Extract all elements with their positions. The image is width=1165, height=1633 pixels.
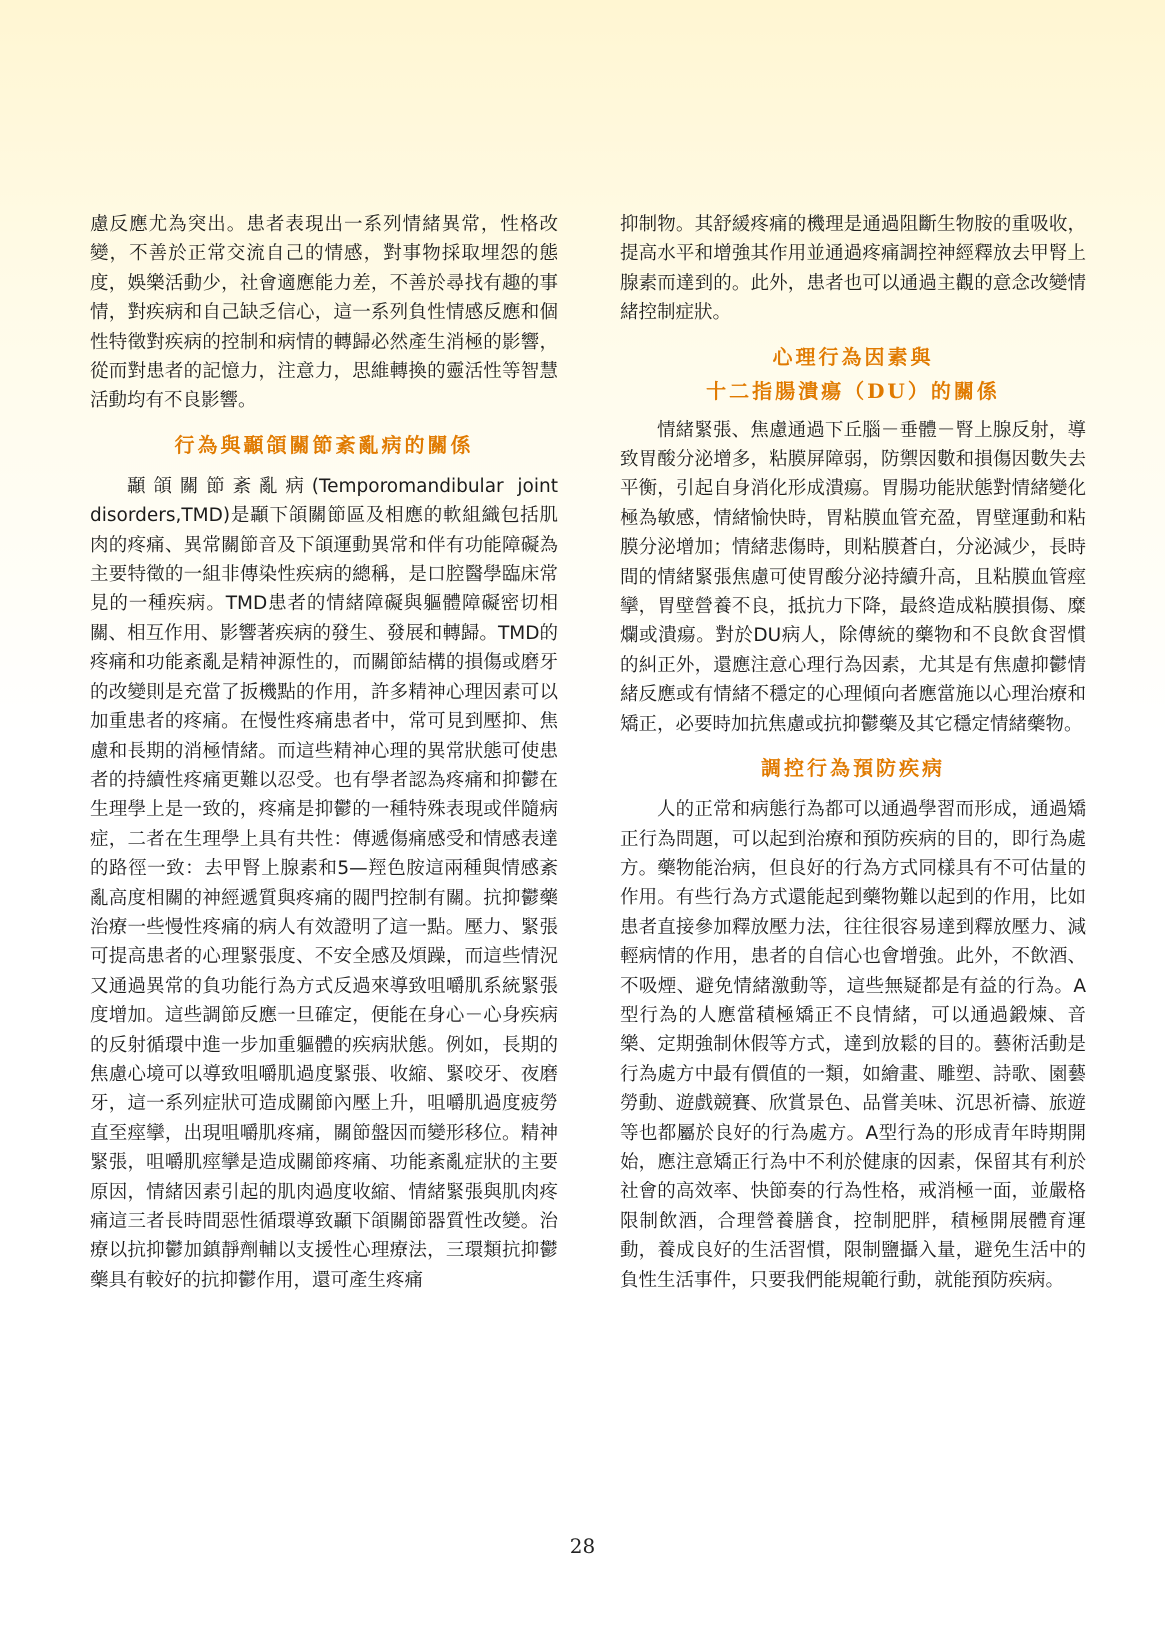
- left-column: [90, 210, 558, 1295]
- right-column: [620, 210, 1086, 1295]
- paragraph-tmd: 顳頜關節紊亂病(Temporomandibular joint disorders,TMD)是顳下頜關節區及相應的軟組織包括肌肉的疼痛、異常關節音及下頜運動異常和伴有功能障礙為主要特徵的一組非傳染性疾病的總稱，是口腔醫學臨床常見的一種疾病。TMD患者的情緒障礙與軀體障礙密切相關、相互作用、影響著疾病的發生、發展和轉歸。TMD的疼痛和功能紊亂是精神源性的，而關節結構的損傷或磨牙的改變則是充當了扳機點的作用，許多精神心理因素可以加重患者的疼痛。在慢性疼痛患者中，常可見到壓抑、焦慮和長期的消極情緒。而這些精神心理的異常狀態可使患者的持續性疼痛更難以忍受。也有學者認為疼痛和抑鬱在生理學上是一致的，疼痛是抑鬱的一種特殊表現或伴隨病症，二者在生理學上具有共性：傳遞傷痛感受和情感表達的路徑一致：去甲腎上腺素和5—羥色胺這兩種與情感紊亂高度相關的神經遞質與疼痛的閥門控制有關。抗抑鬱藥治療一些慢性疼痛的病人有效證明了這一點。壓力、緊張可提高患者的心理緊張度、不安全感及煩躁，而這些情況又通過異常的負功能行為方式反過來導致咀嚼肌系統緊張度增加。這些調節反應一旦確定，便能在身心－心身疾病的反射循環中進一步加重軀體的疾病狀態。例如，長期的焦慮心境可以導致咀嚼肌過度緊張、收縮、緊咬牙、夜磨牙，這一系列症狀可造成關節內壓上升，咀嚼肌過度疲勞直至痙攣，出現咀嚼肌疼痛，關節盤因而變形移位。精神緊張，咀嚼肌痙攣是造成關節疼痛、功能紊亂症狀的主要原因，情緒因素引起的肌肉過度收縮、情緒緊張與肌肉疼痛這三者長時間惡性循環導致顳下頜關節器質性改變。治療以抗抑鬱加鎮靜劑輔以支援性心理療法，三環類抗抑鬱藥具有較好的抗抑鬱作用，還可產生疼痛: [90, 475, 558, 1291]
- paragraph-intro: 慮反應尤為突出。患者表現出一系列情緒異常，性格改變，不善於正常交流自己的情感，對事物採取埋怨的態度，娛樂活動少，社會適應能力差，不善於尋找有趣的事情，對疾病和自己缺乏信心，這一系列負性情感反應和個性特徵對疾病的控制和病情的轉歸必然產生消極的影響，從而對患者的記憶力，注意力，思維轉換的靈活性等智慧活動均有不良影響。: [90, 214, 558, 412]
- heading-du: [620, 340, 1086, 408]
- heading-prevent: 調控行為預防疾病: [761, 756, 945, 781]
- paragraph-du: 情緒緊張、焦慮通過下丘腦－垂體－腎上腺反射，導致胃酸分泌增多，粘膜屏障弱，防禦因數和損傷因數失去平衡，引起自身消化形成潰瘍。胃腸功能狀態對情緒變化極為敏感，情緒愉快時，胃粘膜血管充盈，胃壁運動和粘膜分泌增加；情緒悲傷時，則粘膜蒼白，分泌減少，長時間的情緒緊張焦慮可使胃酸分泌持續升高，且粘膜血管痙攣，胃壁營養不良，抵抗力下降，最終造成粘膜損傷、糜爛或潰瘍。對於DU病人，除傳統的藥物和不良飲食習慣的糾正外，還應注意心理行為因素，尤其是有焦慮抑鬱情緒反應或有情緒不穩定的心理傾向者應當施以心理治療和矯正，必要時加抗焦慮或抗抑鬱藥及其它穩定情緒藥物。: [620, 419, 1086, 735]
- page-number: 28: [569, 1534, 596, 1558]
- paragraph-prevent: 人的正常和病態行為都可以通過學習而形成，通過矯正行為問題，可以起到治療和預防疾病的目的，即行為處方。藥物能治病，但良好的行為方式同樣具有不可估量的作用。有些行為方式還能起到藥物難以起到的作用，比如患者直接參加釋放壓力法，往往很容易達到釋放壓力、減輕病情的作用，患者的自信心也會增強。此外，不飲酒、不吸煙、避免情緒激動等，這些無疑都是有益的行為。A型行為的人應當積極矯正不良情緒，可以通過鍛煉、音樂、定期強制休假等方式，達到放鬆的目的。藝術活動是行為處方中最有價值的一類，如繪畫、雕塑、詩歌、園藝勞動、遊戲競賽、欣賞景色、品嘗美味、沉思祈禱、旅遊等也都屬於良好的行為處方。A型行為的形成青年時期開始，應注意矯正行為中不利於健康的因素，保留其有利於社會的高效率、快節奏的行為性格，戒消極一面，並嚴格限制飲酒，合理營養膳食，控制肥胖，積極開展體育運動，養成良好的生活習慣，限制鹽攝入量，避免生活中的負性生活事件，只要我們能規範行動，就能預防疾病。: [620, 799, 1086, 1291]
- heading-du-line-2: 十二指腸潰瘍（DU）的關係: [706, 378, 1000, 403]
- heading-du-line-1: 心理行為因素與: [772, 344, 934, 369]
- paragraph-continued: 抑制物。其舒緩疼痛的機理是通過阻斷生物胺的重吸收，提高水平和增強其作用並通過疼痛調控神經釋放去甲腎上腺素而達到的。此外，患者也可以通過主觀的意念改變情緒控制症狀。: [620, 214, 1086, 324]
- heading-tmd: 行為與顳頜關節紊亂病的關係: [174, 432, 474, 457]
